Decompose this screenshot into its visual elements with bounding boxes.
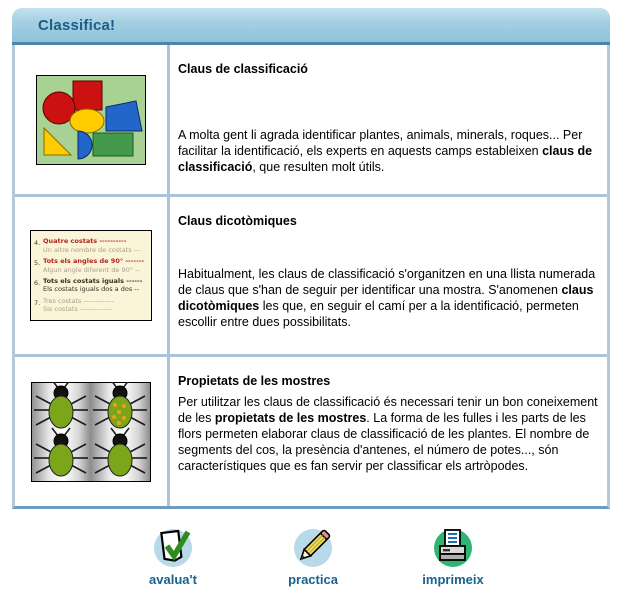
key-line: Tres costats -------------	[43, 296, 114, 305]
page-title: Classifica!	[38, 16, 116, 34]
key-line: Tots els costats iguals ------	[43, 277, 143, 285]
row-heading: Claus dicotòmiques	[178, 214, 297, 228]
table-row	[15, 197, 607, 357]
dichotomous-key-list-image	[30, 230, 152, 321]
classifica-panel	[12, 8, 610, 509]
table-row	[15, 45, 607, 197]
table-row	[15, 357, 607, 506]
row-image-cell	[15, 45, 170, 194]
document-check-icon	[149, 523, 197, 571]
key-item-number: 7.	[34, 298, 41, 307]
panel-header	[12, 8, 610, 45]
spiders-image	[31, 382, 151, 482]
key-line: Sis costats --------------	[43, 305, 113, 314]
key-line: Tots els angles de 90° -------	[43, 257, 145, 266]
row-heading: Claus de classificació	[178, 62, 308, 76]
imprimeix-button[interactable]	[408, 523, 498, 587]
row-image-cell	[15, 357, 170, 506]
avaluat-button[interactable]	[128, 523, 218, 587]
geometric-shapes-image	[36, 75, 146, 165]
avaluat-button-label: avalua't	[149, 572, 197, 587]
practica-button-label: practica	[288, 572, 338, 587]
pencil-icon	[289, 523, 337, 571]
row-text-cell	[170, 45, 607, 194]
key-item	[34, 277, 147, 294]
key-item	[34, 297, 147, 314]
row-body: Per utilitzar les claus de classificació és necessari tenir un bon coneixement de les propietats de les mostres. La forma de les fulles i les parts de les flors permeten elaborar claus de classificació de les plantes. El nombre de segments del cos, la presència d'antenes, el número de potes..., són característiques que es fan servir per classificar els artròpodes.	[178, 395, 598, 473]
key-item-number: 6.	[34, 279, 41, 287]
row-image-cell	[15, 197, 170, 354]
key-item-number: 4.	[34, 239, 41, 248]
printer-icon	[429, 523, 477, 571]
action-buttons-bar	[12, 523, 614, 587]
key-line: Un altre nombre de costats ---	[43, 245, 141, 254]
key-line: Els costats iguals dos a dos --	[43, 285, 139, 294]
content-table	[12, 45, 610, 509]
key-line: Quatre costats ----------	[43, 237, 127, 246]
imprimeix-button-label: imprimeix	[422, 572, 484, 587]
row-body: A molta gent li agrada identificar plantes, animals, minerals, roques... Per facilitar la identificació, els experts en aquests camps estableixen claus de classificació, que resulten molt útils.	[178, 128, 593, 174]
key-item	[34, 257, 147, 274]
row-text-cell	[170, 197, 607, 354]
key-line: Algun angle diferent de 90° --	[43, 265, 140, 274]
row-text-cell	[170, 357, 607, 506]
practica-button[interactable]	[268, 523, 358, 587]
row-heading: Propietats de les mostres	[178, 374, 331, 388]
key-item-number: 5.	[34, 259, 41, 268]
key-item	[34, 237, 147, 254]
row-body: Habitualment, les claus de classificació s'organitzen en una llista numerada de claus que s'han de seguir per identificar una mostra. S'anomenen claus dicotòmiques les que, en seguir el camí per a la identificació, permeten escollir entre dues possibilitats.	[178, 267, 596, 329]
